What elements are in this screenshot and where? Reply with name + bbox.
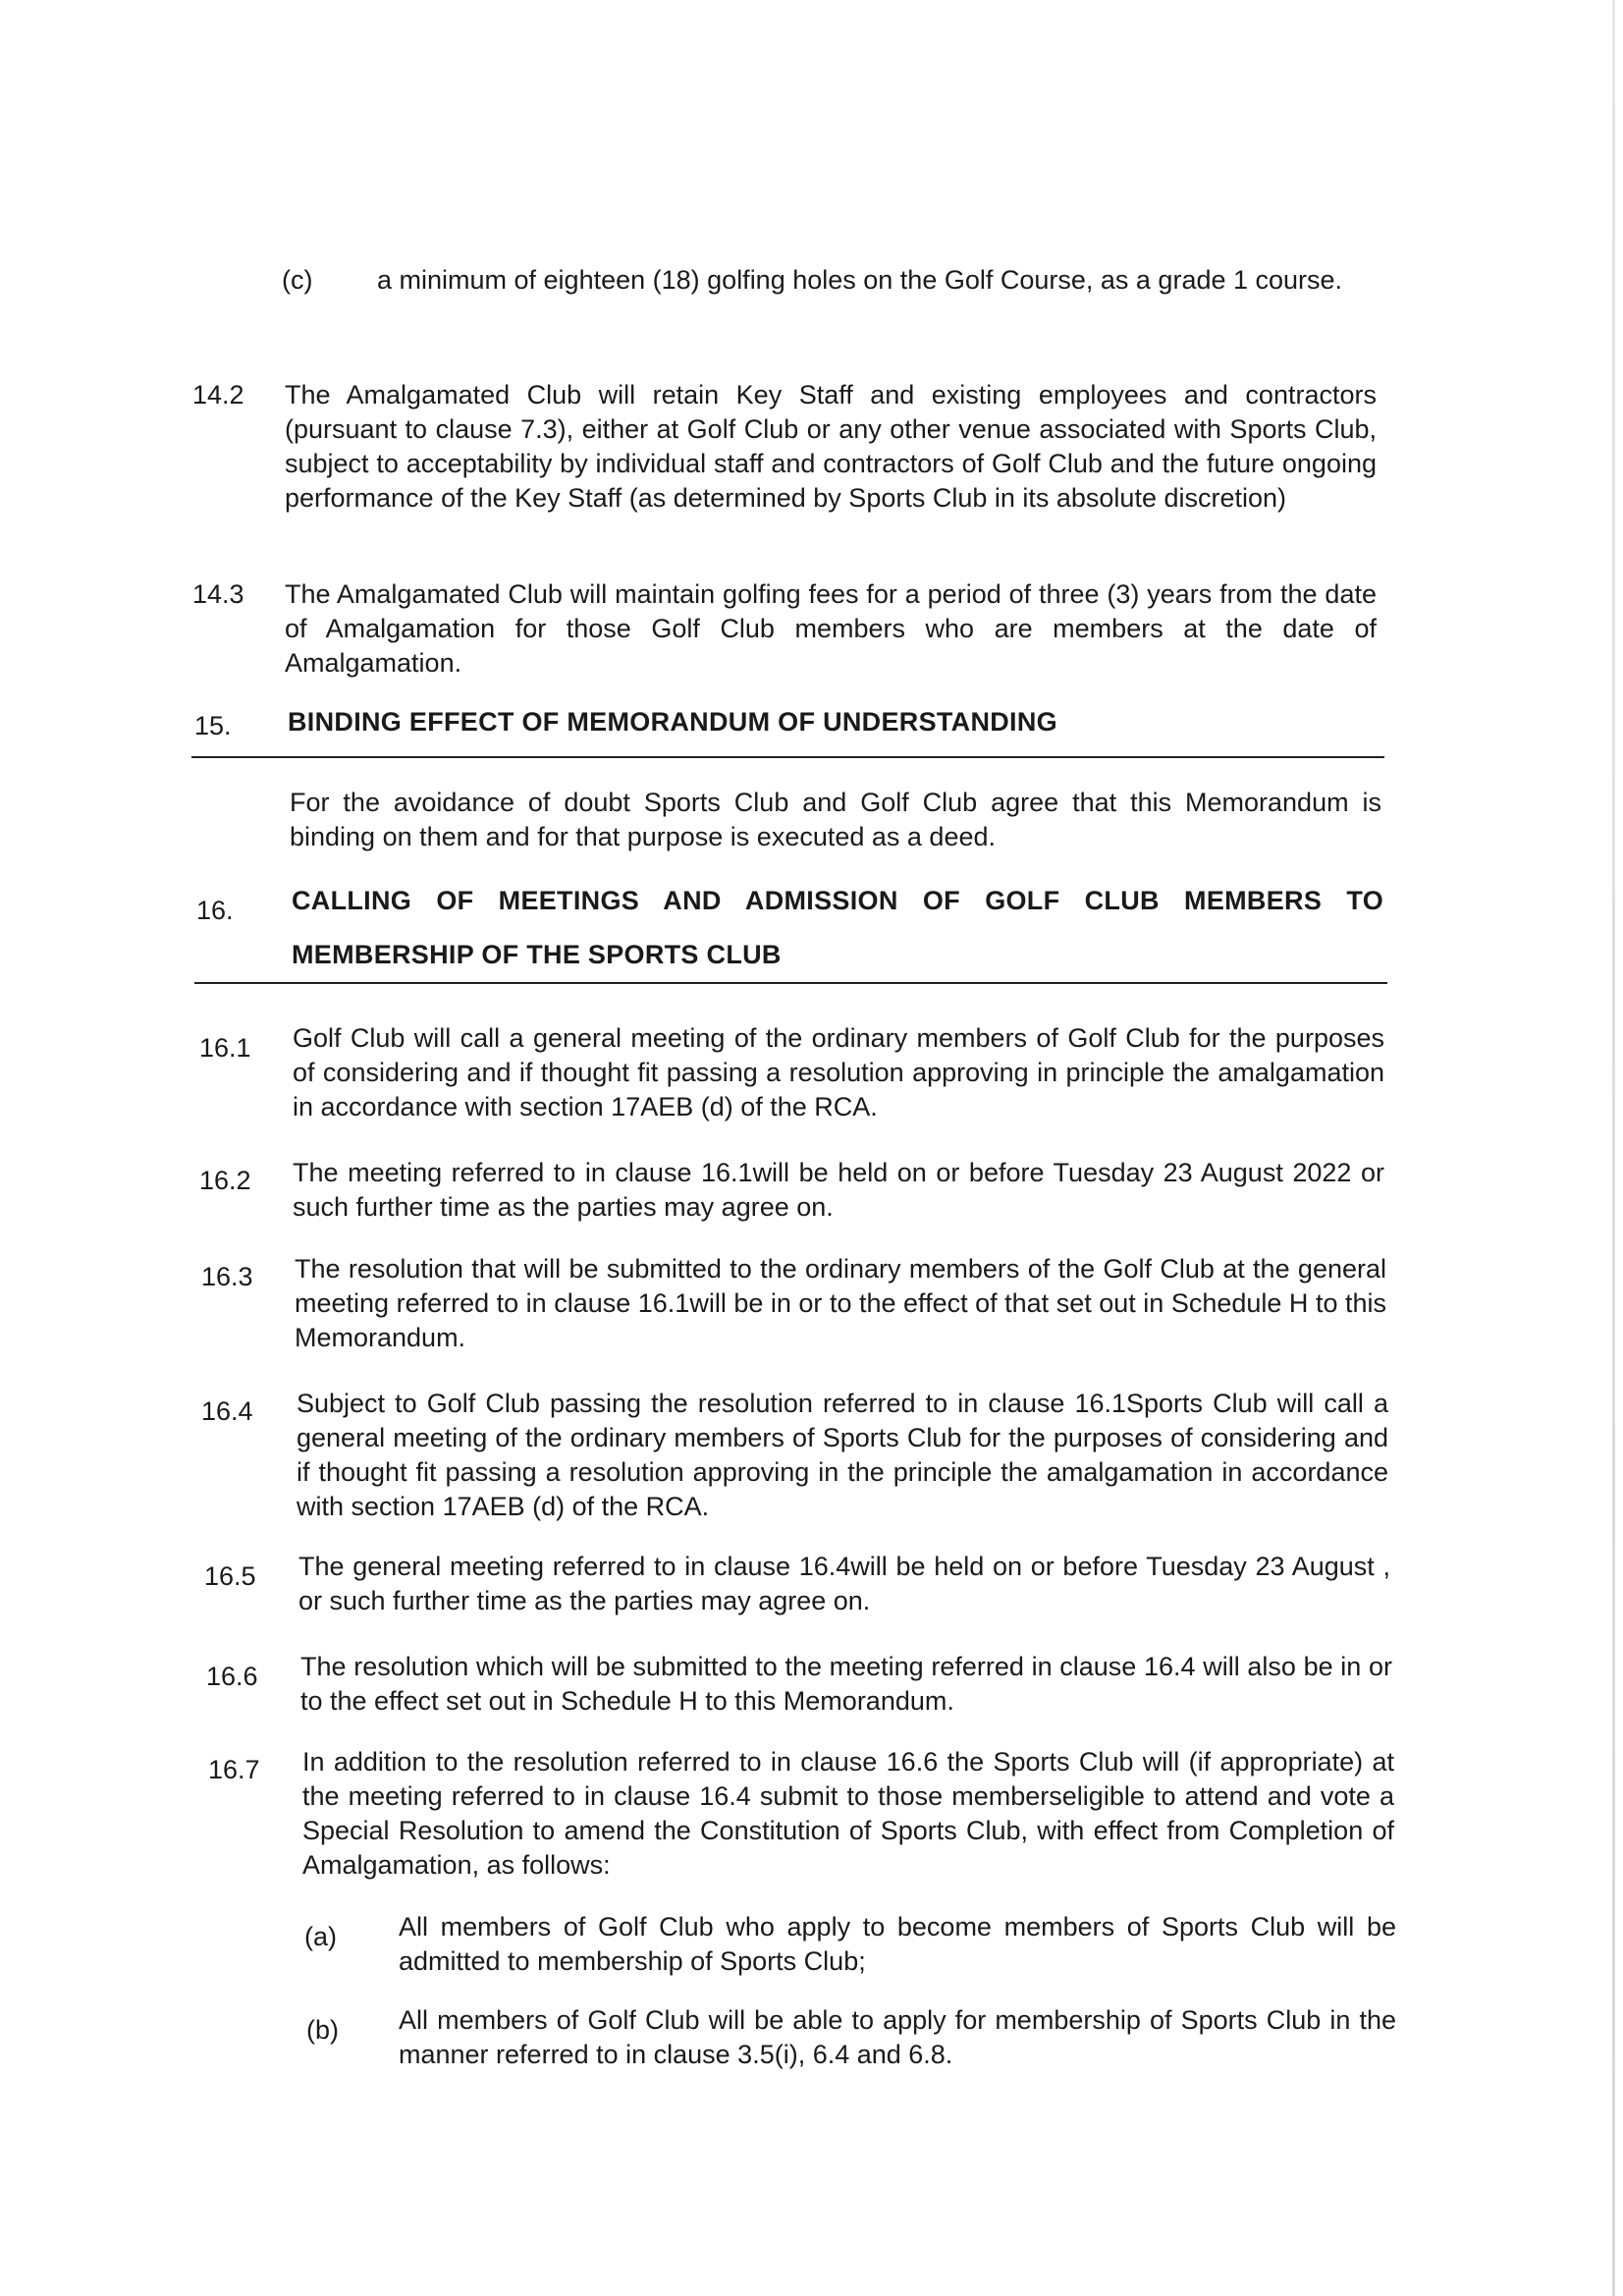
section-16-rule: [194, 982, 1387, 984]
section-15-number: 15.: [194, 711, 232, 740]
clause-16-7-text: In addition to the resolution referred to in clause 16.6 the Sports Club will (if appropriate) at the meeting referred to in clause 16.4 submit to those memberseligible to attend and vote a Special Resolution to amend the Constitution of Sports Club, with effect from Completion of Amalgamation, as follows:: [302, 1747, 1394, 1880]
clause-16-3-number: 16.3: [201, 1262, 253, 1291]
section-16-heading-line-1: CALLING OF MEETINGS AND ADMISSION OF GOLF CLUB MEMBERS TO: [292, 886, 1383, 915]
section-15-rule: [191, 756, 1384, 758]
clause-14-2-number: 14.2: [192, 380, 244, 410]
clause-16-2-number: 16.2: [199, 1166, 251, 1195]
clause-16-5-text: The general meeting referred to in clause 16.4will be held on or before Tuesday 23 August , or such further time as the parties may agree on.: [298, 1552, 1390, 1615]
clause-16-7-b-text: All members of Golf Club will be able to apply for membership of Sports Club in the manner referred to in clause 3.5(i), 6.4 and 6.8.: [399, 2005, 1396, 2069]
clause-16-6-number: 16.6: [206, 1662, 258, 1691]
clause-16-4-text: Subject to Golf Club passing the resolution referred to in clause 16.1Sports Club will call a general meeting of the ordinary members of Sports Club for the purposes of considering and if thought fit passing a resolution approving in the principle the amalgamation in accordance with section 17AEB (d) of the RCA.: [297, 1389, 1388, 1521]
clause-14-3-text: The Amalgamated Club will maintain golfing fees for a period of three (3) years from the date of Amalgamation for those Golf Club members who are members at the date of Amalgamation.: [285, 579, 1377, 678]
scan-edge: [1612, 0, 1615, 2296]
clause-16-7-number: 16.7: [208, 1755, 260, 1784]
clause-16-7-a-number: (a): [304, 1922, 337, 1951]
clause-14-1-c-number: (c): [282, 265, 313, 295]
section-15-body: For the avoidance of doubt Sports Club and Golf Club agree that this Memorandum is binding on them and for that purpose is executed as a deed.: [290, 788, 1381, 851]
section-15-heading: BINDING EFFECT OF MEMORANDUM OF UNDERSTANDING: [288, 707, 1057, 737]
clause-16-7-b-number: (b): [306, 2015, 339, 2045]
clause-16-1-text: Golf Club will call a general meeting of the ordinary members of Golf Club for the purposes of considering and if thought fit passing a resolution approving in principle the amalgamation in accordance with section 17AEB (d) of the RCA.: [293, 1023, 1384, 1121]
clause-16-7-a-text: All members of Golf Club who apply to become members of Sports Club will be admitted to membership of Sports Club;: [399, 1912, 1396, 1976]
clause-14-1-c-text: a minimum of eighteen (18) golfing holes on the Golf Course, as a grade 1 course.: [377, 265, 1343, 295]
clause-16-3-text: The resolution that will be submitted to the ordinary members of the Golf Club at the general meeting referred to in clause 16.1will be in or to the effect of that set out in Schedule H to this Memorandum.: [295, 1254, 1386, 1352]
clause-16-5-number: 16.5: [204, 1561, 256, 1591]
clause-14-2-text: The Amalgamated Club will retain Key Staff and existing employees and contractors (pursuant to clause 7.3), either at Golf Club or any other venue associated with Sports Club, subject to acceptability by individual staff and contractors of Golf Club and the future ongoing performance of the Key Staff (as determined by Sports Club in its absolute discretion): [285, 380, 1377, 513]
clause-16-4-number: 16.4: [201, 1396, 253, 1426]
section-16-number: 16.: [196, 896, 234, 925]
clause-16-1-number: 16.1: [199, 1033, 251, 1063]
clause-16-6-text: The resolution which will be submitted to the meeting referred in clause 16.4 will also be in or to the effect set out in Schedule H to this Memorandum.: [300, 1652, 1392, 1716]
clause-16-2-text: The meeting referred to in clause 16.1will be held on or before Tuesday 23 August 2022 or such further time as the parties may agree on.: [293, 1158, 1384, 1222]
clause-14-3-number: 14.3: [192, 579, 244, 609]
section-16-heading-line-2: MEMBERSHIP OF THE SPORTS CLUB: [292, 940, 782, 969]
